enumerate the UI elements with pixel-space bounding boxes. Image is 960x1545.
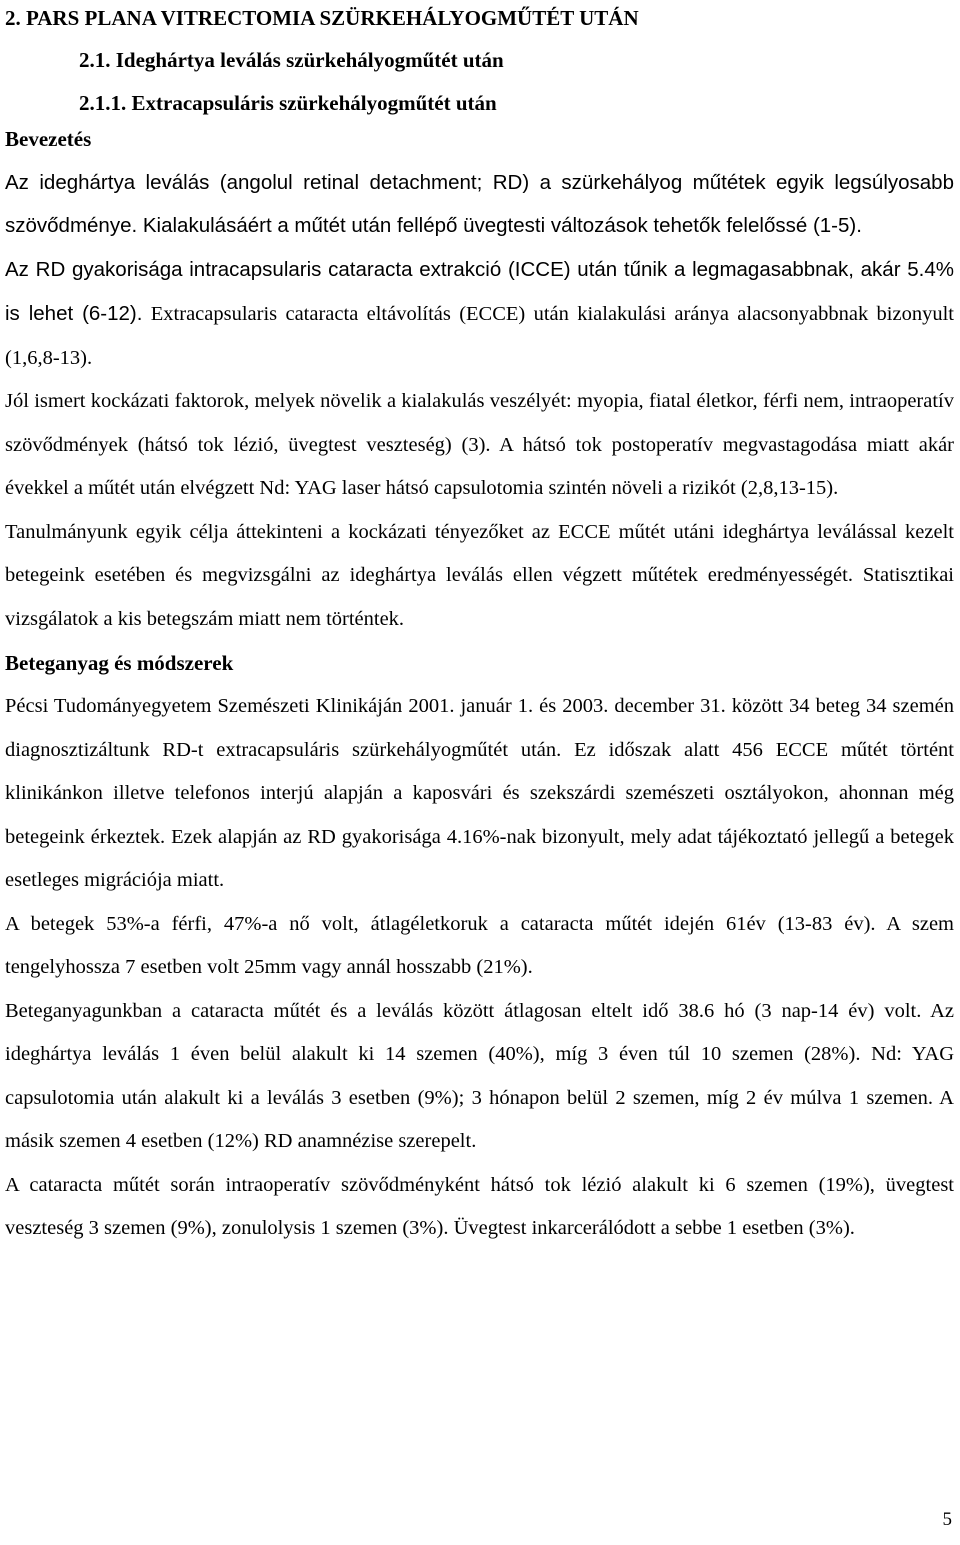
intro-paragraph-2-part-a: Az RD gyakorisága intracapsularis cataracta extrakció (ICCE) után tűnik a legmagasabbnak, akár 5.4% is lehet (6-12). <box>5 257 954 326</box>
intro-paragraph-3: Jól ismert kockázati faktorok, melyek növelik a kialakulás veszélyét: myopia, fiatal életkor, férfi nem, intraoperatív szövődmények (hátsó tok lézió, üvegtest veszteség) (3). A hátsó tok postoperatív megvastagodása miatt akár évekkel a műtét után elvégzett Nd: YAG laser hátsó capsulotomia szintén növeli a rizikót (2,8,13-15). <box>5 390 954 500</box>
intro-paragraph-1: Az ideghártya leválás (angolul retinal detachment; RD) a szürkehályog műtétek egyik legsúlyosabb szövődménye. Kialakulásáért a műtét után fellépő üvegtesti változások tehetők felelőssé (1-5). <box>5 170 954 238</box>
methods-title: Beteganyag és módszerek <box>5 651 234 676</box>
chapter-heading: 2. PARS PLANA VITRECTOMIA SZÜRKEHÁLYOGMŰTÉT UTÁN <box>5 6 639 30</box>
page-number: 5 <box>942 1509 952 1530</box>
methods-paragraph-3: Beteganyagunkban a cataracta műtét és a leválás között átlagosan eltelt idő 38.6 hó (3 nap-14 év) volt. Az ideghártya leválás 1 éven belül alakult ki 14 szemen (40%), míg 3 éven túl 10 szemen (28%). Nd: YAG capsulotomia után alakult ki a leválás 3 esetben (9%); 3 hónapon belül 2 szemen, míg 2 év múlva 1 szemen. A másik szemen 4 esetben (12%) RD anamnézise szerepelt. <box>5 999 954 1153</box>
methods-paragraph-2: A betegek 53%-a férfi, 47%-a nő volt, átlagéletkoruk a cataracta műtét idején 61év (13-83 év). A szem tengelyhossza 7 esetben volt 25mm vagy annál hosszabb (21%). <box>5 912 954 979</box>
subsection-heading: 2.1.1. Extracapsuláris szürkehályogműtét után <box>79 91 497 116</box>
intro-paragraph-2 <box>5 248 954 381</box>
methods-paragraph-1: Pécsi Tudományegyetem Szemészeti Klinikáján 2001. január 1. és 2003. december 31. között 34 beteg 34 szemén diagnosztizáltunk RD-t extracapsuláris szürkehályogműtét után. Ez időszak alatt 456 ECCE műtét történt klinikánkon illetve telefonos interjú alapján a kaposvári és szekszárdi szemészeti osztályokon, ahonnan még betegeink érkeztek. Ezek alapján az RD gyakorisága 4.16%-nak bizonyult, mely adat tájékoztató jellegű a betegek esetleges migrációja miatt. <box>5 695 954 892</box>
intro-title: Bevezetés <box>5 126 92 151</box>
intro-paragraph-4: Tanulmányunk egyik célja áttekinteni a kockázati tényezőket az ECCE műtét utáni ideghártya leválással kezelt betegeink esetében és megvizsgálni az ideghártya leválás ellen végzett műtétek eredményességét. Statisztikai vizsgálatok a kis betegszám miatt nem történtek. <box>5 520 954 630</box>
section-heading: 2.1. Ideghártya leválás szürkehályogműtét után <box>79 48 504 73</box>
intro-paragraph-2-part-b: Extracapsularis cataracta eltávolítás (ECCE) után kialakulási aránya alacsonyabbnak bizonyult (1,6,8-13). <box>5 303 954 369</box>
methods-paragraph-4: A cataracta műtét során intraoperatív szövődményként hátsó tok lézió alakult ki 6 szemen (19%), üvegtest veszteség 3 szemen (9%), zonulolysis 1 szemen (3%). Üvegtest inkarcerálódott a sebbe 1 esetben (3%). <box>5 1173 954 1240</box>
